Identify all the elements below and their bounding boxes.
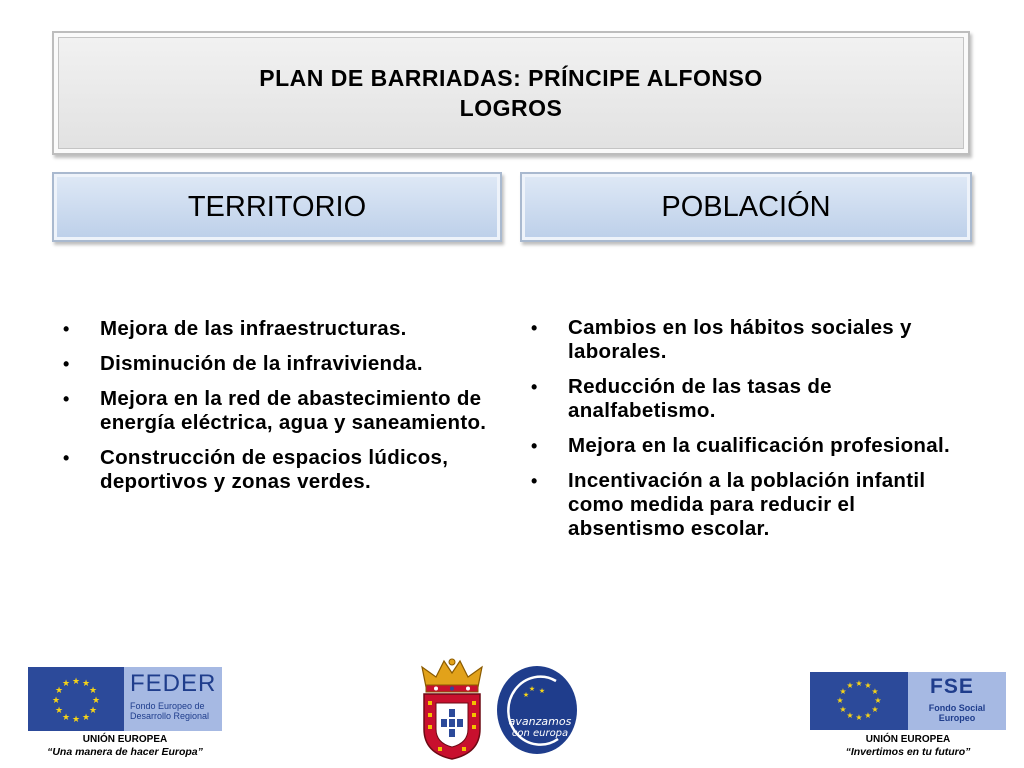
svg-text:★: ★	[91, 696, 101, 706]
list-item: • Mejora en la red de abastecimiento de energía eléctrica, agua y saneamiento.	[63, 387, 487, 434]
svg-text:★: ★	[874, 696, 882, 705]
feder-name: FEDER	[130, 670, 217, 697]
svg-text:★: ★	[88, 686, 98, 696]
page-subtitle: LOGROS	[459, 95, 563, 121]
bullet-icon: •	[531, 436, 538, 456]
bullet-icon: •	[63, 448, 70, 468]
title-panel	[52, 31, 970, 155]
svg-text:★: ★	[846, 711, 854, 720]
list-item: • Mejora en la cualificación profesional.	[531, 434, 950, 457]
svg-text:★: ★	[54, 686, 64, 696]
svg-text:★: ★	[871, 705, 879, 714]
list-item: • Disminución de la infravivienda.	[63, 352, 423, 375]
eu-flag-icon	[810, 672, 908, 730]
territorio-list	[58, 317, 498, 505]
bullet-icon: •	[63, 389, 70, 409]
svg-text:★: ★	[864, 681, 872, 690]
svg-text:con europa: con europa	[511, 728, 569, 739]
eu-flag-icon	[28, 667, 124, 731]
svg-text:★: ★	[61, 713, 71, 723]
poblacion-list	[526, 316, 966, 552]
fse-label-box: FSE Fondo Social Europeo	[908, 672, 1006, 730]
svg-text:★: ★	[71, 715, 81, 725]
avanzamos-logo	[496, 665, 578, 755]
column-header-territorio: TERRITORIO	[52, 172, 502, 242]
svg-text:avanzamos: avanzamos	[508, 715, 572, 728]
page-title: PLAN DE BARRIADAS: PRÍNCIPE ALFONSO	[259, 65, 763, 91]
list-item: • Incentivación a la población infantil como medida para reducir el absentismo escolar.	[531, 469, 926, 540]
svg-text:★: ★	[836, 696, 844, 705]
svg-text:★: ★	[51, 696, 61, 706]
bullet-icon: •	[63, 354, 70, 374]
svg-text:★: ★	[846, 681, 854, 690]
svg-text:★: ★	[864, 711, 872, 720]
svg-text:★: ★	[538, 687, 546, 695]
svg-text:★: ★	[54, 706, 64, 716]
coat-of-arms-icon	[414, 657, 490, 761]
feder-label-box: FEDER Fondo Europeo de Desarrollo Regional	[124, 667, 222, 731]
svg-text:★: ★	[88, 706, 98, 716]
svg-text:★: ★	[839, 687, 847, 696]
bullet-icon: •	[63, 319, 70, 339]
svg-text:★: ★	[871, 687, 879, 696]
svg-text:★: ★	[522, 691, 530, 699]
svg-text:★: ★	[71, 677, 81, 687]
fse-name: FSE	[930, 675, 974, 698]
svg-text:★: ★	[855, 679, 863, 688]
svg-text:★: ★	[81, 713, 91, 723]
svg-text:★: ★	[855, 713, 863, 722]
column-header-poblacion: POBLACIÓN	[520, 172, 972, 242]
svg-text:★: ★	[839, 705, 847, 714]
svg-text:★: ★	[528, 685, 536, 693]
list-item: • Mejora de las infraestructuras.	[63, 317, 407, 340]
bullet-icon: •	[531, 318, 538, 338]
bullet-icon: •	[531, 377, 538, 397]
list-item: • Reducción de las tasas de analfabetismo.	[531, 375, 832, 422]
svg-text:★: ★	[61, 679, 71, 689]
svg-text:★: ★	[81, 679, 91, 689]
list-item: • Construcción de espacios lúdicos, deportivos y zonas verdes.	[63, 446, 449, 493]
list-item: • Cambios en los hábitos sociales y laborales.	[531, 316, 912, 363]
bullet-icon: •	[531, 471, 538, 491]
